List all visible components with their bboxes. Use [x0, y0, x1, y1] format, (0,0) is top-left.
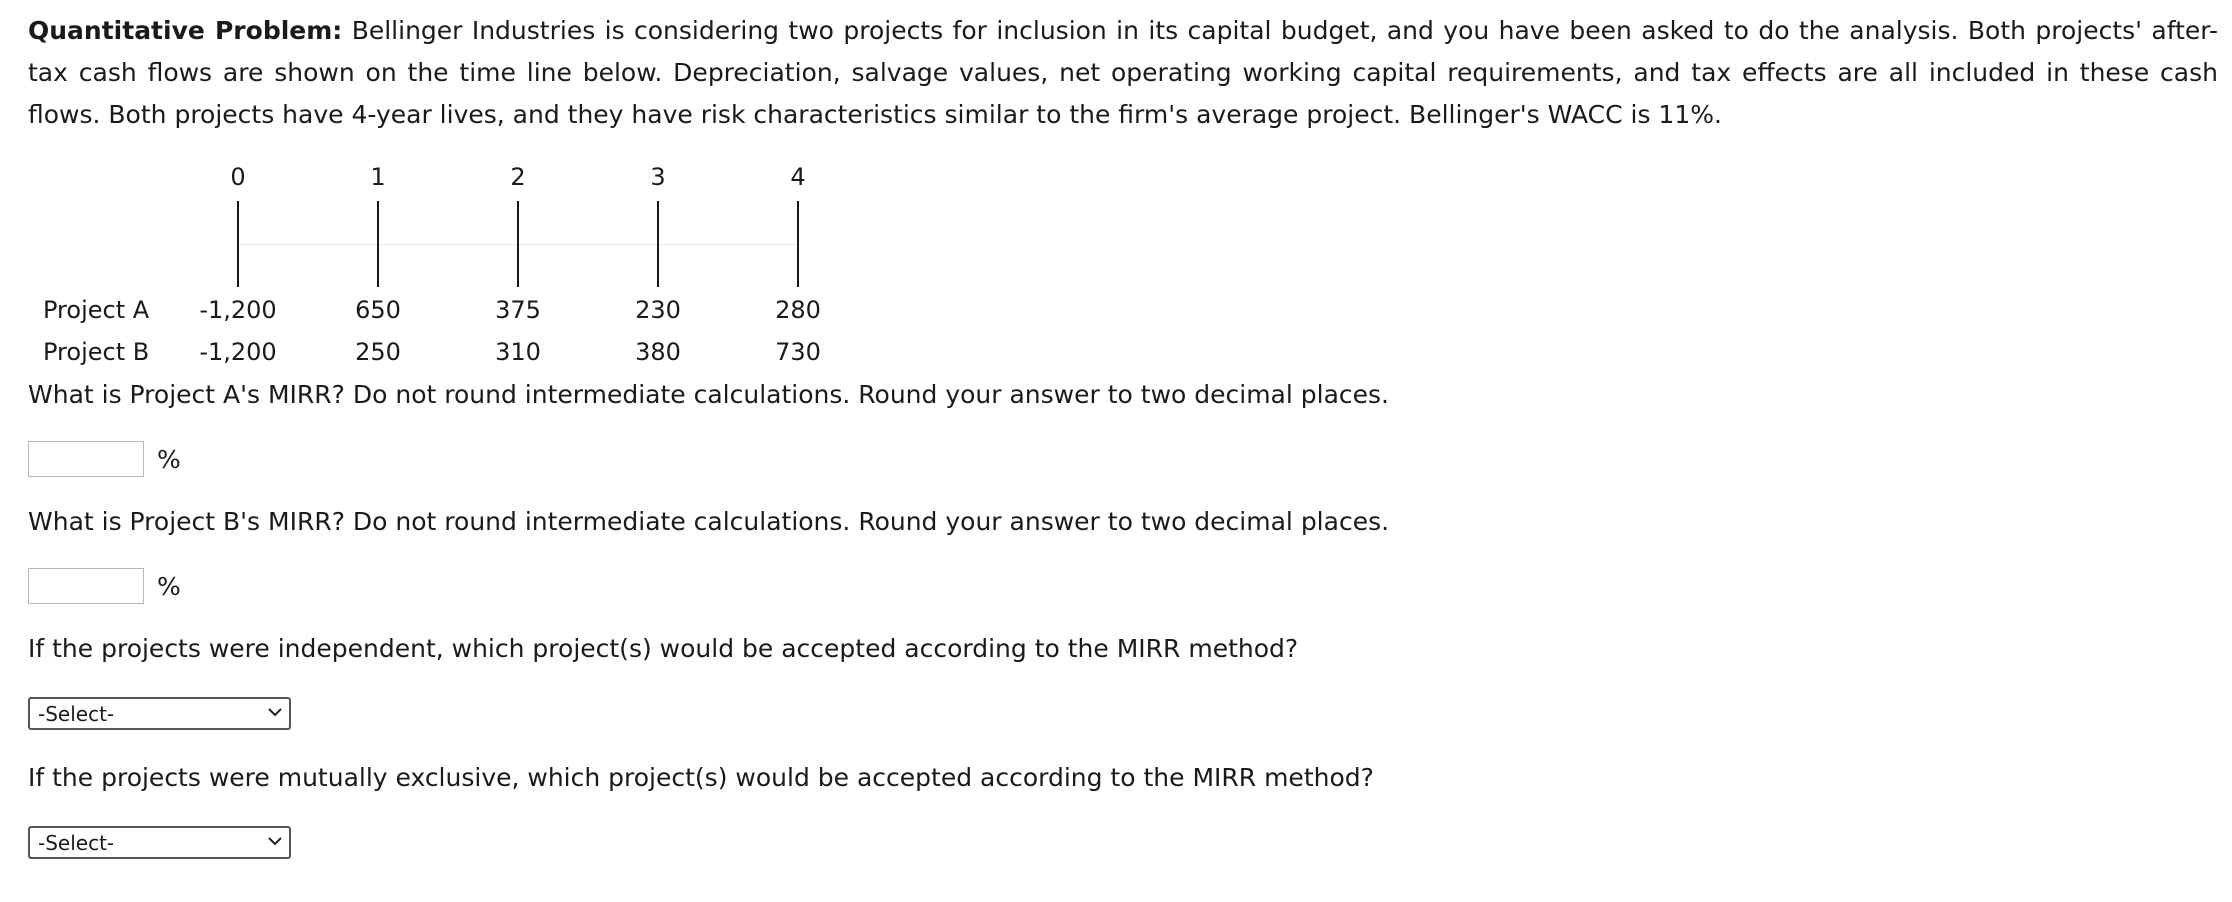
independent-select-value: -Select- [38, 702, 115, 726]
period-label-0: 0 [230, 163, 246, 191]
question-independent: If the projects were independent, which project(s) would be accepted according to the MIRR method? [28, 634, 1299, 663]
mirr-b-input[interactable] [28, 568, 144, 604]
timeline-tick-4 [797, 201, 799, 287]
mirr-a-unit: % [157, 445, 181, 474]
timeline-tick-3 [657, 201, 659, 287]
timeline-tick-1 [377, 201, 379, 287]
project-b-cf-3: 380 [635, 338, 681, 366]
project-a-cf-3: 230 [635, 296, 681, 324]
exclusive-select[interactable] [28, 826, 291, 859]
independent-select[interactable] [28, 697, 291, 730]
question-exclusive: If the projects were mutually exclusive, which project(s) would be accepted according to the MIRR method? [28, 763, 1374, 792]
period-label-2: 2 [510, 163, 526, 191]
project-b-label: Project B [43, 338, 150, 366]
timeline-tick-2 [517, 201, 519, 287]
project-b-cf-1: 250 [355, 338, 401, 366]
cash-flow-timeline [0, 0, 900, 380]
problem-text: Bellinger Industries is considering two projects for inclusion in its capital budget, and you have been asked to do the analysis. Both projects' after-tax cash flows are shown on the time line below. Depreciation, salvage values, net operating working capital requirements, and tax effects are all included in these cash flows. Both projects have 4-year lives, and they have risk characteristics similar to the firm's average project. Bellinger's WACC is 11%. [28, 16, 2218, 129]
project-a-cf-2: 375 [495, 296, 541, 324]
exclusive-select-value: -Select- [38, 831, 115, 855]
project-a-cf-1: 650 [355, 296, 401, 324]
period-label-3: 3 [650, 163, 666, 191]
project-a-cf-4: 280 [775, 296, 821, 324]
mirr-a-input[interactable] [28, 441, 144, 477]
chevron-down-icon [267, 704, 283, 720]
question-mirr-a: What is Project A's MIRR? Do not round intermediate calculations. Round your answer to two decimal places. [28, 380, 1389, 409]
chevron-down-icon [267, 833, 283, 849]
project-b-cf-2: 310 [495, 338, 541, 366]
mirr-b-unit: % [157, 572, 181, 601]
project-a-label: Project A [43, 296, 150, 324]
project-a-cf-0: -1,200 [199, 296, 277, 324]
project-b-cf-0: -1,200 [199, 338, 277, 366]
project-b-cf-4: 730 [775, 338, 821, 366]
timeline-tick-0 [237, 201, 239, 287]
period-label-1: 1 [370, 163, 386, 191]
question-mirr-b: What is Project B's MIRR? Do not round intermediate calculations. Round your answer to two decimal places. [28, 507, 1390, 536]
problem-label: Quantitative Problem: [28, 16, 343, 45]
period-label-4: 4 [790, 163, 806, 191]
